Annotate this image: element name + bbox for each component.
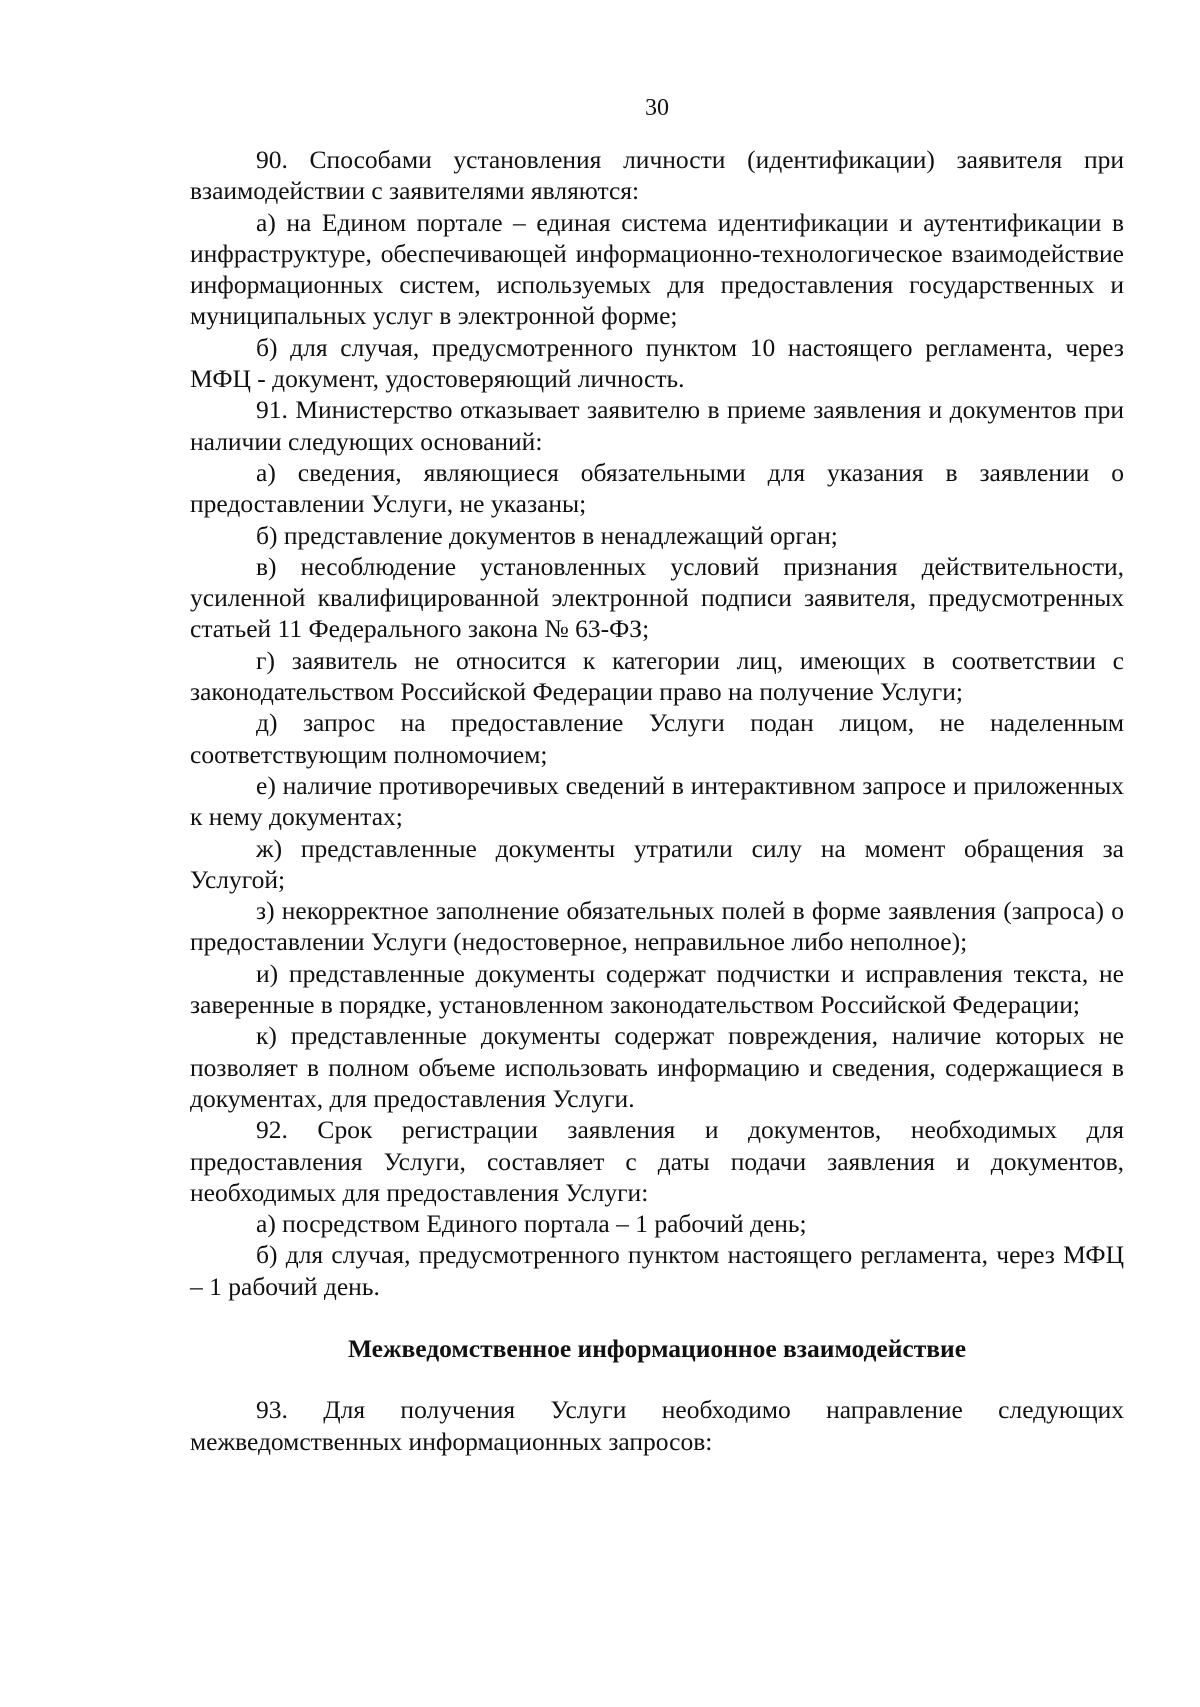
paragraph-90: 90. Способами установления личности (идентификации) заявителя при взаимодействии с заявителями являются: [190,145,1124,206]
paragraph-91-i: и) представленные документы содержат подчистки и исправления текста, не заверенные в порядке, установленном законодательством Российской Федерации; [190,958,1124,1020]
paragraph-92: 92. Срок регистрации заявления и документов, необходимых для предоставления Услуги, составляет с даты подачи заявления и документов, необходимых для предоставления Услуги: [190,1115,1124,1207]
paragraph-91-a: а) сведения, являющиеся обязательными для указания в заявлении о предоставлении Услуги, не указаны; [190,457,1124,519]
paragraph-91-g: г) заявитель не относится к категории лиц, имеющих в соответствии с законодательством Российской Федерации право на получение Услуги; [190,645,1124,707]
paragraph-93: 93. Для получения Услуги необходимо направление следующих межведомственных информационных запросов: [190,1395,1124,1456]
paragraph-90-a: а) на Едином портале – единая система идентификации и аутентификации в инфраструктуре, обеспечивающей информационно-технологическое взаимодействие информационных систем, используемых для предоставления государственных и муниципальных услуг в электронной форме; [190,207,1124,331]
paragraph-91-v: в) несоблюдение установленных условий признания действительности, усиленной квалифицированной электронной подписи заявителя, предусмотренных статьей 11 Федерального закона № 63-ФЗ; [190,551,1124,644]
paragraph-91: 91. Министерство отказывает заявителю в приеме заявления и документов при наличии следующих оснований: [190,395,1124,456]
section-heading: Межведомственное информационное взаимодействие [347,1333,967,1363]
paragraph-91-e: е) наличие противоречивых сведений в интерактивном запросе и приложенных к нему документах; [190,770,1124,832]
paragraph-91-z: з) некорректное заполнение обязательных полей в форме заявления (запроса) о предоставлении Услуги (недостоверное, неправильное либо неполное); [190,896,1124,957]
paragraph-92-a: а) посредством Единого портала – 1 рабочий день; [256,1209,807,1239]
paragraph-92-b: б) для случая, предусмотренного пунктом настоящего регламента, через МФЦ – 1 рабочий день. [190,1240,1124,1301]
paragraph-91-b: б) представление документов в ненадлежащий орган; [256,520,838,550]
paragraph-90-b: б) для случая, предусмотренного пунктом 10 настоящего регламента, через МФЦ - документ, удостоверяющий личность. [190,332,1124,394]
page-number: 30 [645,95,669,121]
body-text-bottom [190,1394,1124,1457]
paragraph-91-d: д) запрос на предоставление Услуги подан лицом, не наделенным соответствующим полномочием; [190,708,1124,769]
paragraph-91-zh: ж) представленные документы утратили силу на момент обращения за Услугой; [190,833,1124,894]
paragraph-91-k: к) представленные документы содержат повреждения, наличие которых не позволяет в полном объеме использовать информацию и сведения, содержащиеся в документах, для предоставления Услуги. [190,1021,1124,1113]
document-page [190,92,1124,1457]
body-text-top [190,144,1124,1302]
